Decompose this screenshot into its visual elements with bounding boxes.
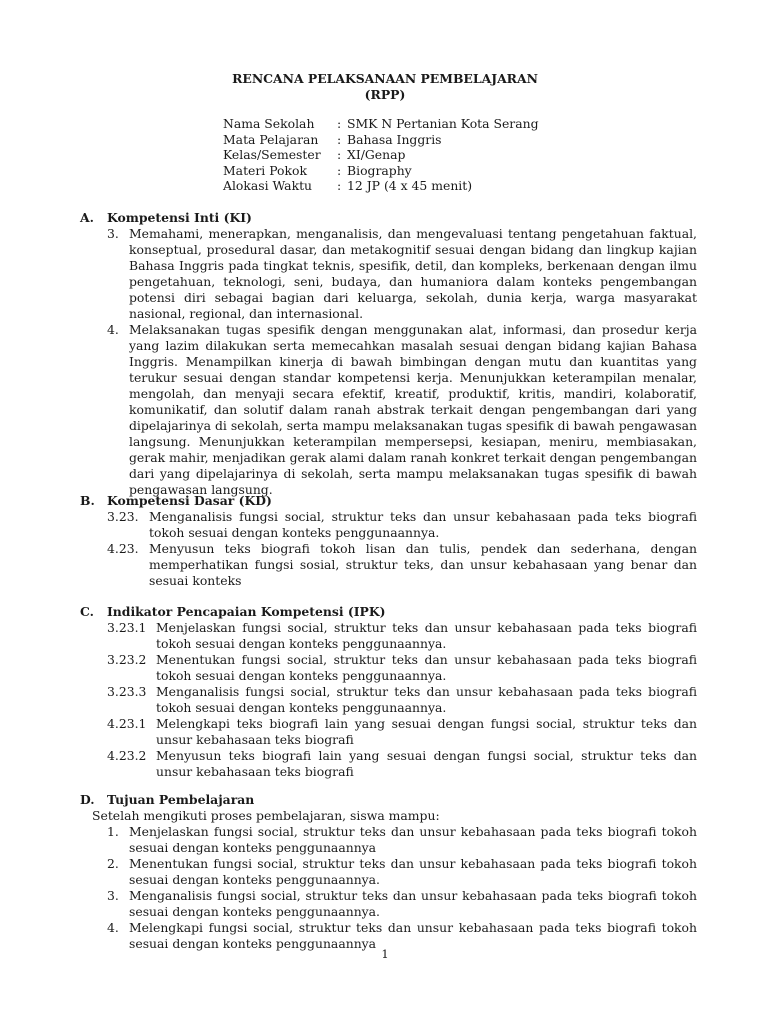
item-text: Melengkapi teks biografi lain yang sesuai dengan fungsi social, struktur teks dan unsur kebahasaan teks biografi: [156, 716, 697, 747]
identity-row-subject: [223, 132, 539, 148]
section-title: Indikator Pencapaian Kompetensi (IPK): [107, 604, 386, 619]
identity-row-class: [223, 147, 539, 163]
section-letter: A.: [80, 210, 94, 225]
identity-separator: :: [337, 162, 342, 178]
list-item: [80, 748, 697, 780]
section-heading: [80, 210, 697, 226]
document-title: RENCANA PELAKSANAAN PEMBELAJARAN: [232, 71, 538, 86]
item-text: Menjelaskan fungsi social, struktur teks dan unsur kebahasaan pada teks biografi tokoh sesuai dengan konteks penggunaannya: [129, 824, 697, 855]
section-letter: D.: [80, 792, 95, 807]
item-number: 4.23.2: [107, 748, 147, 763]
section-title: Kompetensi Inti (KI): [107, 210, 252, 225]
identity-value: XI/Genap: [347, 147, 406, 163]
item-number: 4.: [107, 322, 119, 337]
identity-row-school: [223, 116, 539, 132]
identity-label: Kelas/Semester: [223, 147, 321, 163]
identity-value: SMK N Pertanian Kota Serang: [347, 116, 539, 131]
item-text: Menganalisis fungsi social, struktur teks dan unsur kebahasaan pada teks biografi tokoh sesuai dengan konteks penggunaannya.: [149, 509, 697, 540]
list-item: [80, 620, 697, 652]
section-letter: C.: [80, 604, 94, 619]
section-letter: B.: [80, 493, 95, 508]
list-item: [80, 541, 697, 589]
item-number: 3.23.1: [107, 620, 147, 635]
identity-row-topic: [223, 163, 539, 179]
section-title: Kompetensi Dasar (KD): [107, 493, 272, 508]
list-item: [80, 888, 697, 920]
identity-separator: :: [337, 178, 342, 194]
item-number: 1.: [107, 824, 119, 839]
list-item: [80, 322, 697, 498]
identity-value: Biography: [347, 162, 412, 178]
item-number: 3.23.: [107, 509, 139, 524]
identity-label: Alokasi Waktu: [223, 178, 313, 194]
list-item: [80, 716, 697, 748]
item-text: Memahami, menerapkan, menganalisis, dan mengevaluasi tentang pengetahuan faktual, konseptual, prosedural dasar, dan metakognitif sesuai dengan bidang dan lingkup kajian Bahasa Inggris pada tingkat teknis, spesifik, detil, dan kompleks, berkenaan dengan ilmu pengetahuan, teknologi, seni, budaya, dan humaniora dalam konteks pengembangan potensi diri sebagai bagian dari keluarga, sekolah, dunia kerja, warga masyarakat nasional, regional, dan internasional.: [129, 226, 697, 321]
section-intro: Setelah mengikuti proses pembelajaran, siswa mampu:: [92, 808, 440, 823]
identity-row-time: [223, 178, 539, 194]
list-item: [80, 856, 697, 888]
item-text: Menganalisis fungsi social, struktur teks dan unsur kebahasaan pada teks biografi tokoh sesuai dengan konteks penggunaannya.: [129, 888, 697, 919]
item-text: Menyusun teks biografi tokoh lisan dan tulis, pendek dan sederhana, dengan memperhatikan fungsi sosial, struktur teks, dan unsur kebahasaan yang benar dan sesuai konteks: [149, 541, 697, 588]
identity-label: Mata Pelajaran: [223, 131, 319, 147]
section-heading: [80, 493, 697, 509]
identity-separator: :: [337, 116, 342, 131]
list-item: [80, 684, 697, 716]
identity-label: Materi Pokok: [223, 162, 307, 178]
item-number: 3.: [107, 888, 119, 903]
item-number: 3.: [107, 226, 119, 241]
section-indicators: [80, 604, 697, 780]
section-learning-objectives: [80, 792, 697, 952]
section-heading: [80, 792, 697, 808]
item-text: Menjelaskan fungsi social, struktur teks dan unsur kebahasaan pada teks biografi tokoh sesuai dengan konteks penggunaannya.: [156, 620, 697, 651]
item-number: 2.: [107, 856, 119, 871]
section-heading: [80, 604, 697, 620]
item-text: Melaksanakan tugas spesifik dengan menggunakan alat, informasi, dan prosedur kerja yang lazim dilakukan serta memecahkan masalah sesuai dengan bidang kajian Bahasa Inggris. Menampilkan kinerja di bawah bimbingan dengan mutu dan kuantitas yang terukur sesuai dengan standar kompetensi kerja. Menunjukkan keterampilan menalar, mengolah, dan menyaji secara efektif, kreatif, produktif, kritis, mandiri, kolaboratif, komunikatif, dan solutif dalam ranah abstrak terkait dengan pengembangan dari yang dipelajarinya di sekolah, serta mampu melaksanakan tugas spesifik di bawah pengawasan langsung. Menunjukkan keterampilan mempersepsi, kesiapan, meniru, membiasakan, gerak mahir, menjadikan gerak alami dalam ranah konkret terkait dengan pengembangan dari yang dipelajarinya di sekolah, serta mampu melaksanakan tugas spesifik di bawah pengawasan langsung.: [129, 322, 697, 497]
item-text: Melengkapi fungsi social, struktur teks dan unsur kebahasaan pada teks biografi tokoh sesuai dengan konteks penggunaannya: [129, 920, 697, 951]
item-number: 4.: [107, 920, 119, 935]
identity-separator: :: [337, 147, 342, 163]
section-title: Tujuan Pembelajaran: [107, 792, 255, 807]
item-number: 3.23.3: [107, 684, 147, 699]
identity-value: 12 JP (4 x 45 menit): [347, 178, 473, 194]
section-basic-competence: [80, 493, 697, 589]
item-number: 4.23.1: [107, 716, 147, 731]
item-text: Menyusun teks biografi lain yang sesuai dengan fungsi social, struktur teks dan unsur kebahasaan teks biografi: [156, 748, 697, 779]
item-number: 4.23.: [107, 541, 139, 556]
section-core-competence: [80, 210, 697, 498]
item-text: Menentukan fungsi social, struktur teks dan unsur kebahasaan pada teks biografi tokoh sesuai dengan konteks penggunaannya.: [156, 652, 697, 683]
item-number: 3.23.2: [107, 652, 147, 667]
item-text: Menganalisis fungsi social, struktur teks dan unsur kebahasaan pada teks biografi tokoh sesuai dengan konteks penggunaannya.: [156, 684, 697, 715]
identity-value: Bahasa Inggris: [347, 131, 442, 147]
list-item: [80, 226, 697, 322]
identity-table: [223, 116, 539, 194]
list-item: [80, 652, 697, 684]
identity-label: Nama Sekolah: [223, 116, 315, 131]
list-item: [80, 824, 697, 856]
identity-separator: :: [337, 131, 342, 147]
list-item: [80, 509, 697, 541]
page-number: 1: [381, 947, 389, 961]
item-text: Menentukan fungsi social, struktur teks dan unsur kebahasaan pada teks biografi tokoh sesuai dengan konteks penggunaannya.: [129, 856, 697, 887]
document-subtitle: (RPP): [364, 87, 406, 102]
